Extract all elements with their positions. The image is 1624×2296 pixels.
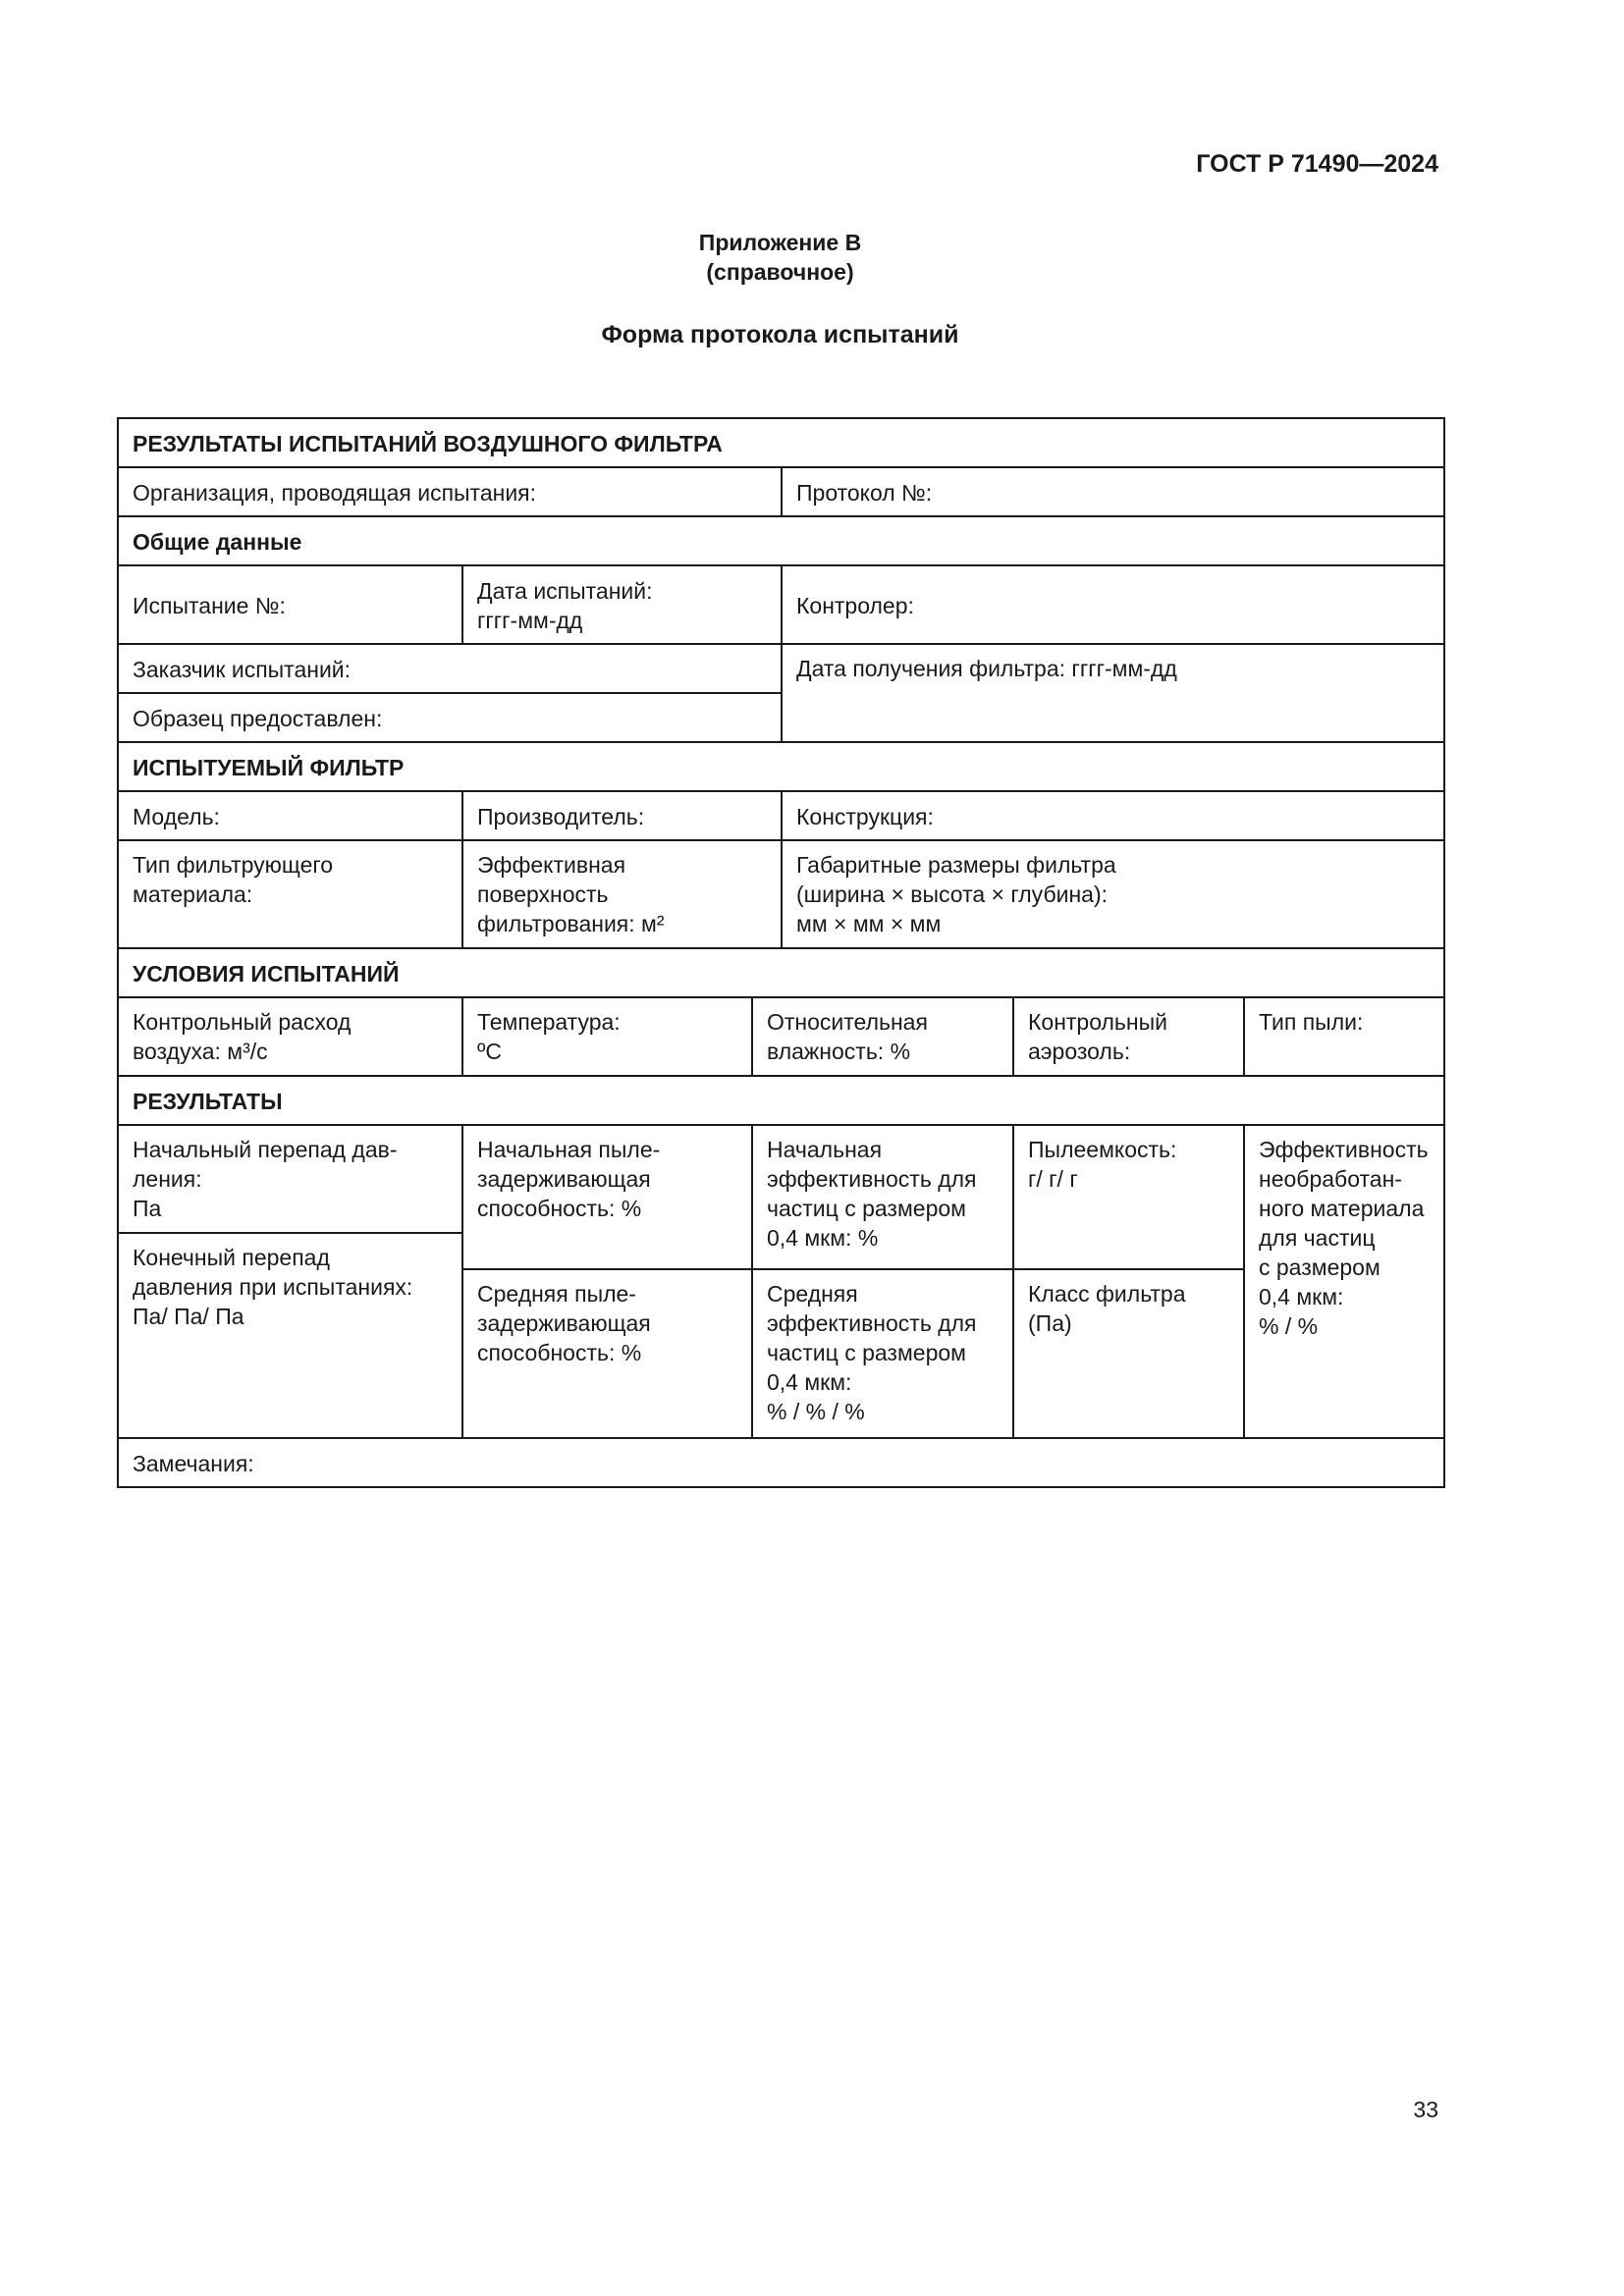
manufacturer-field: Производитель: xyxy=(462,791,782,840)
organization-field: Организация, проводящая испытания: xyxy=(118,467,782,516)
section-heading-results-air-filter: РЕЗУЛЬТАТЫ ИСПЫТАНИЙ ВОЗДУШНОГО ФИЛЬТРА xyxy=(118,418,1444,467)
section-heading-test-conditions: УСЛОВИЯ ИСПЫТАНИЙ xyxy=(118,948,1444,997)
section-heading-results: РЕЗУЛЬТАТЫ xyxy=(118,1076,1444,1125)
section-heading-general-data: Общие данные xyxy=(118,516,1444,565)
untreated-media-efficiency-field: Эффективность необработан- ного материала для частиц с размером 0,4 мкм: % / % xyxy=(1244,1125,1444,1438)
average-efficiency-field: Средняя эффективность для частиц с размером 0,4 мкм: % / % / % xyxy=(752,1269,1013,1438)
dust-type-field: Тип пыли: xyxy=(1244,997,1444,1076)
relative-humidity-field: Относительная влажность: % xyxy=(752,997,1013,1076)
sample-provided-field: Образец предоставлен: xyxy=(118,693,782,742)
customer-field: Заказчик испытаний: xyxy=(118,644,782,693)
filter-media-type-field: Тип фильтрующего материала: xyxy=(118,840,462,948)
air-flow-rate-field: Контрольный расход воздуха: м³/с xyxy=(118,997,462,1076)
document-code: ГОСТ Р 71490—2024 xyxy=(1196,150,1438,178)
initial-arrestance-field: Начальная пыле- задерживающая способность: % xyxy=(462,1125,752,1269)
average-arrestance-field: Средняя пыле- задерживающая способность: % xyxy=(462,1269,752,1438)
appendix-subtitle: (справочное) xyxy=(706,259,854,285)
page-number: 33 xyxy=(1413,2097,1438,2122)
temperature-field: Температура: ºС xyxy=(462,997,752,1076)
filter-received-date-field: Дата получения фильтра: гггг-мм-дд xyxy=(782,644,1444,742)
initial-efficiency-field: Начальная эффективность для частиц с размером 0,4 мкм: % xyxy=(752,1125,1013,1269)
final-pressure-drop-field: Конечный перепад давления при испытаниях: Па/ Па/ Па xyxy=(118,1233,462,1438)
effective-filtration-area-field: Эффективная поверхность фильтрования: м² xyxy=(462,840,782,948)
test-aerosol-field: Контрольный аэрозоль: xyxy=(1013,997,1244,1076)
controller-field: Контролер: xyxy=(782,565,1444,644)
filter-class-field: Класс фильтра (Па) xyxy=(1013,1269,1244,1438)
initial-pressure-drop-field: Начальный перепад дав- ления: Па xyxy=(118,1125,462,1233)
construction-field: Конструкция: xyxy=(782,791,1444,840)
appendix-title: Приложение В xyxy=(698,230,862,255)
section-heading-tested-filter: ИСПЫТУЕМЫЙ ФИЛЬТР xyxy=(118,742,1444,791)
dust-holding-capacity-field: Пылеемкость: г/ г/ г xyxy=(1013,1125,1244,1269)
form-title: Форма протокола испытаний xyxy=(601,321,959,348)
model-field: Модель: xyxy=(118,791,462,840)
appendix-heading xyxy=(0,228,1560,287)
protocol-number-field: Протокол №: xyxy=(782,467,1444,516)
test-protocol-form xyxy=(117,417,1445,1488)
remarks-field: Замечания: xyxy=(118,1438,1444,1487)
test-number-field: Испытание №: xyxy=(118,565,462,644)
filter-dimensions-field: Габаритные размеры фильтра (ширина × высота × глубина): мм × мм × мм xyxy=(782,840,1444,948)
test-date-field: Дата испытаний: гггг-мм-дд xyxy=(462,565,782,644)
